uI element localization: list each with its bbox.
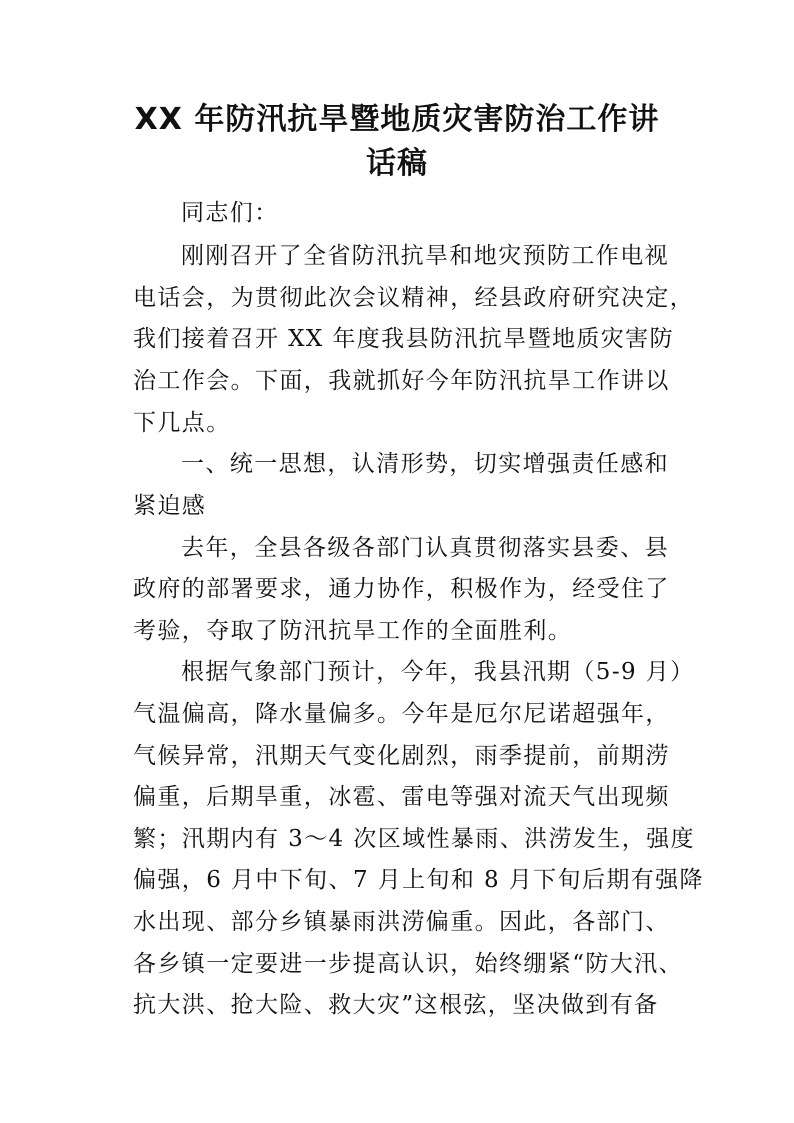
- body-line: 偏强，6 月中下旬、7 月上旬和 8 月下旬后期有强降: [133, 867, 704, 893]
- body-line: 去年，全县各级各部门认真贯彻落实县委、县: [181, 535, 669, 561]
- document-title-line-2: 话稿: [366, 146, 428, 181]
- body-line: 治工作会。下面，我就抓好今年防汛抗旱工作讲以: [133, 368, 670, 394]
- section-heading-line: 紧迫感: [133, 493, 207, 519]
- body-line: 我们接着召开 XX 年度我县防汛抗旱暨地质灾害防: [133, 326, 674, 352]
- body-line: 抗大洪、抢大险、救大灾”这根弦，坚决做到有备: [133, 992, 659, 1018]
- salutation: 同志们：: [181, 200, 279, 226]
- body-line: 下几点。: [133, 410, 231, 436]
- body-line: 水出现、部分乡镇暴雨洪涝偏重。因此，各部门、: [133, 909, 670, 935]
- body-line: 刚刚召开了全省防汛抗旱和地灾预防工作电视: [181, 243, 669, 269]
- body-line: 气温偏高，降水量偏多。今年是厄尔尼诺超强年，: [133, 701, 670, 727]
- body-line: 气候异常，汛期天气变化剧烈，雨季提前，前期涝: [133, 743, 670, 769]
- document-title-line-1: XX 年防汛抗旱暨地质灾害防治工作讲: [134, 102, 660, 137]
- section-heading-line: 一、统一思想，认清形势，切实增强责任感和: [181, 451, 669, 477]
- body-line: 政府的部署要求，通力协作，积极作为，经受住了: [133, 576, 670, 602]
- body-line: 根据气象部门预计，今年，我县汛期（5-9 月）: [181, 659, 695, 685]
- body-line: 各乡镇一定要进一步提高认识，始终绷紧“防大汛、: [133, 951, 683, 977]
- body-line: 考验，夺取了防汛抗旱工作的全面胜利。: [133, 618, 573, 644]
- body-line: 繁；汛期内有 3～4 次区域性暴雨、洪涝发生，强度: [133, 826, 695, 852]
- body-line: 偏重，后期旱重，冰雹、雷电等强对流天气出现频: [133, 784, 670, 810]
- body-line: 电话会，为贯彻此次会议精神，经县政府研究决定，: [133, 285, 695, 311]
